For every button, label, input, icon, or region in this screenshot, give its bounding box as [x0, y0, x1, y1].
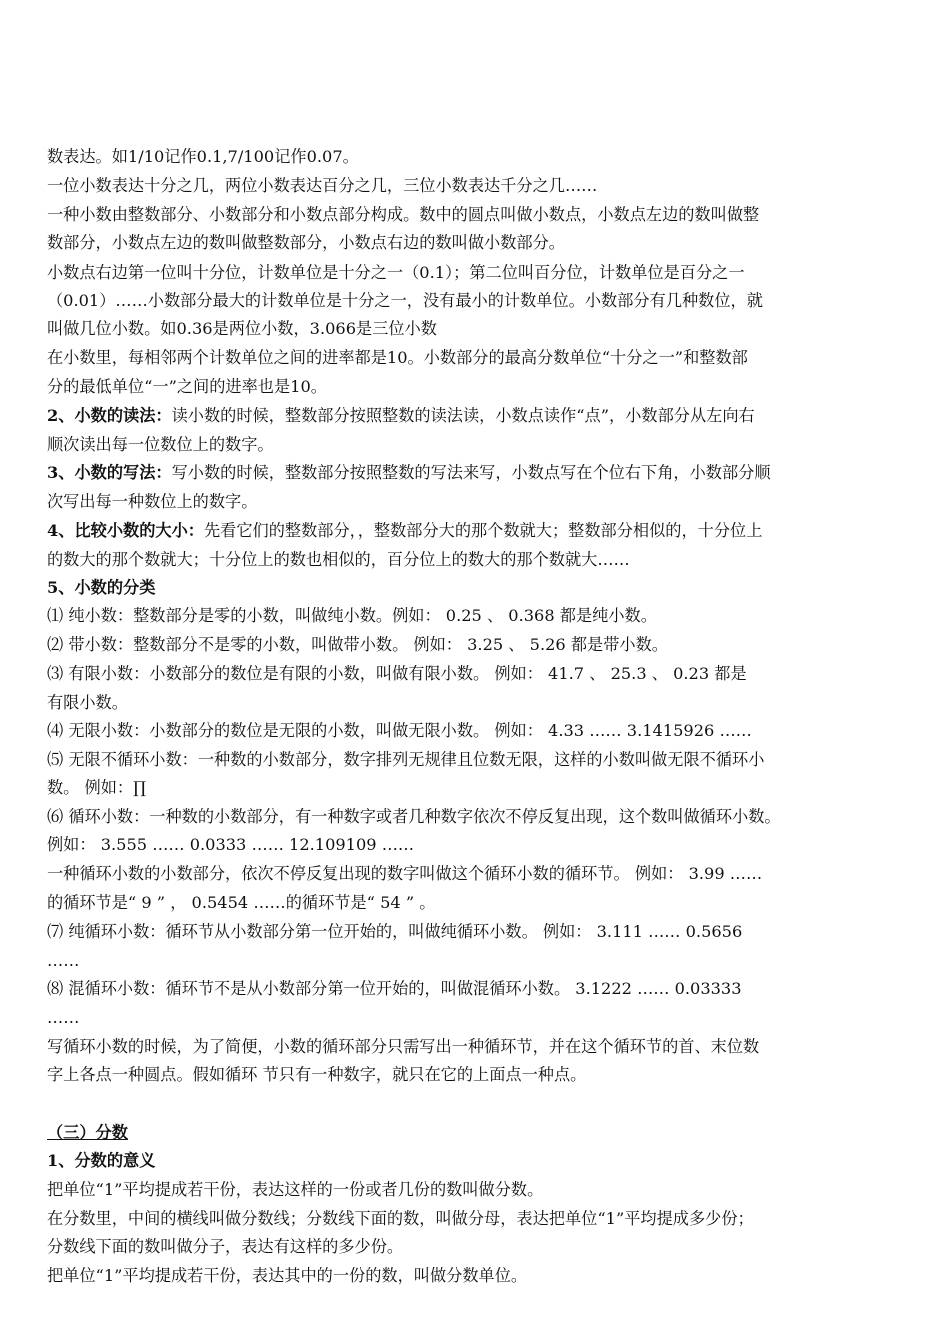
text-line: 一位小数表达十分之几，两位小数表达百分之几，三位小数表达千分之几……: [47, 176, 598, 195]
text-line: 把单位“1”平均提成若干份，表达其中的一份的数，叫做分数单位。: [47, 1266, 528, 1285]
text-line: 写循环小数的时候，为了简便，小数的循环部分只需写出一种循环节，并在这个循环节的首、末位数: [47, 1037, 760, 1056]
text-line: [47, 1150, 155, 1172]
text-line: 一种小数由整数部分、小数部分和小数点部分构成。数中的圆点叫做小数点，小数点左边的数叫做整: [47, 205, 760, 224]
text-line: [47, 1122, 128, 1144]
text-line: [47, 577, 155, 599]
text-line: ⑶ 有限小数：小数部分的数位是有限的小数，叫做有限小数。 例如： 41.7 、 25.3 、 0.23 都是: [47, 664, 747, 683]
text-line: 顺次读出每一位数位上的数字。: [47, 435, 274, 454]
text-line: 字上各点一种圆点。假如循环 节只有一种数字，就只在它的上面点一种点。: [47, 1065, 587, 1084]
section-heading: 2、小数的读法：: [47, 406, 172, 425]
text-line: 次写出每一种数位上的数字。: [47, 492, 258, 511]
text-line: 分的最低单位“一”之间的进率也是10。: [47, 377, 327, 396]
text-line: 小数点右边第一位叫十分位，计数单位是十分之一（0.1）；第二位叫百分位，计数单位是百分之一: [47, 263, 745, 282]
text-line: 数表达。如1/10记作0.1,7/100记作0.07。: [47, 147, 359, 166]
text-line: （0.01）……小数部分最大的计数单位是十分之一，没有最小的计数单位。小数部分有几种数位，就: [47, 291, 763, 310]
text-line: 在小数里，每相邻两个计数单位之间的进率都是10。小数部分的最高分数单位“十分之一”和整数部: [47, 348, 748, 367]
text-line: 数。 例如：∏: [47, 778, 146, 797]
text-line: 分数线下面的数叫做分子，表达有这样的多少份。: [47, 1237, 404, 1256]
text-line: ⑸ 无限不循环小数：一种数的小数部分，数字排列无规律且位数无限，这样的小数叫做无限不循环小: [47, 750, 765, 769]
section-heading: 4、比较小数的大小：: [47, 521, 204, 540]
text-line: ……: [47, 1008, 80, 1027]
section-heading: 1、分数的意义: [47, 1151, 156, 1170]
text-line: 在分数里，中间的横线叫做分数线；分数线下面的数，叫做分母，表达把单位“1”平均提成多少份；: [47, 1209, 754, 1228]
text-line: 的数大的那个数就大；十分位上的数也相似的，百分位上的数大的那个数就大……: [47, 550, 630, 569]
text-line: ⑻ 混循环小数：循环节不是从小数部分第一位开始的，叫做混循环小数。 3.1222 …… 0.03333: [47, 979, 742, 998]
text-line: 例如： 3.555 …… 0.0333 …… 12.109109 ……: [47, 835, 415, 854]
text-line: 4、比较小数的大小：先看它们的整数部分，，整数部分大的那个数就大；整数部分相似的，十分位上: [47, 521, 763, 540]
section-heading: 5、小数的分类: [47, 578, 156, 597]
text-line: 一种循环小数的小数部分，依次不停反复出现的数字叫做这个循环小数的循环节。 例如： 3.99 ……: [47, 864, 763, 883]
text-line: 3、小数的写法：写小数的时候，整数部分按照整数的写法来写，小数点写在个位右下角，小数部分顺: [47, 463, 771, 482]
text-line: ……: [47, 951, 80, 970]
text-line: ⑷ 无限小数：小数部分的数位是无限的小数，叫做无限小数。 例如： 4.33 …… 3.1415926 ……: [47, 721, 752, 740]
text-line: ⑴ 纯小数：整数部分是零的小数，叫做纯小数。例如： 0.25 、 0.368 都是纯小数。: [47, 606, 657, 625]
text-line: 叫做几位小数。如0.36是两位小数，3.066是三位小数: [47, 319, 437, 338]
text-line: 把单位“1”平均提成若干份，表达这样的一份或者几份的数叫做分数。: [47, 1180, 544, 1199]
text-line: 数部分，小数点左边的数叫做整数部分，小数点右边的数叫做小数部分。: [47, 233, 565, 252]
chapter-heading: （三）分数: [47, 1123, 128, 1142]
text-line: 的循环节是“ 9 ” ， 0.5454 ……的循环节是“ 54 ” 。: [47, 893, 436, 912]
section-heading: 3、小数的写法：: [47, 463, 172, 482]
text-line: ⑵ 带小数：整数部分不是零的小数，叫做带小数。 例如： 3.25 、 5.26 都是带小数。: [47, 635, 668, 654]
text-line: 有限小数。: [47, 693, 128, 712]
text-line: 2、小数的读法：读小数的时候，整数部分按照整数的读法读，小数点读作“点”，小数部分从左向右: [47, 406, 755, 425]
text-line: ⑺ 纯循环小数：循环节从小数部分第一位开始的，叫做纯循环小数。 例如： 3.111 …… 0.5656: [47, 922, 743, 941]
text-line: ⑹ 循环小数：一种数的小数部分，有一种数字或者几种数字依次不停反复出现，这个数叫做循环小数。: [47, 807, 781, 826]
